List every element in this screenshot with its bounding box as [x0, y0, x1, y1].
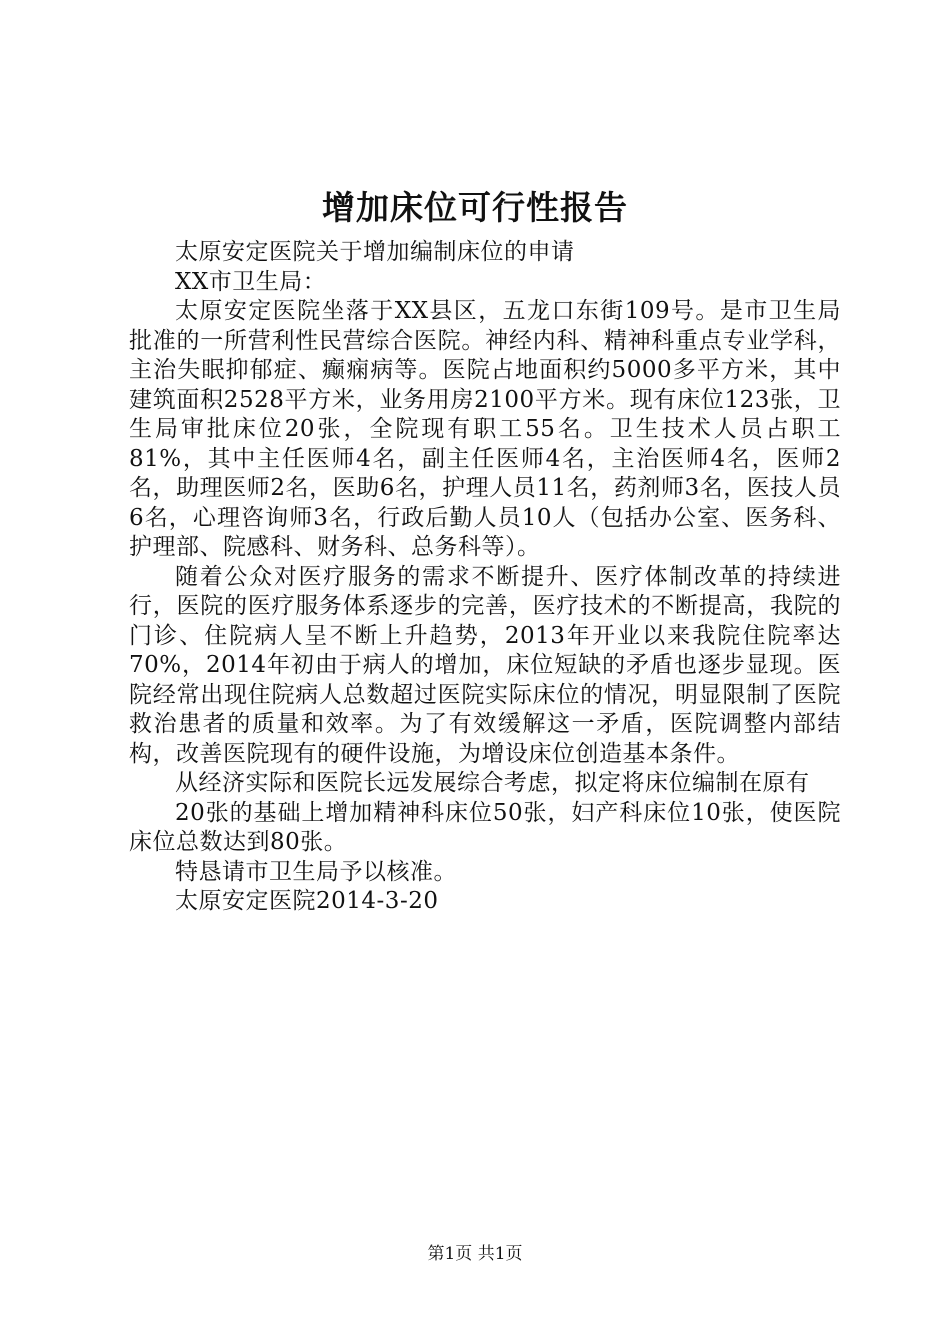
document-body [129, 238, 841, 917]
signature-date: 太原安定医院2014-3-20 [175, 888, 439, 914]
paragraph-proposal-detail: 20张的基础上增加精神科床位50张，妇产科床位10张，使医院床位总数达到80张。 [129, 799, 841, 855]
document-title: 增加床位可行性报告 [322, 188, 628, 227]
application-heading: 太原安定医院关于增加编制床位的申请 [175, 239, 575, 265]
paragraph-proposal-start: 从经济实际和医院长远发展综合考虑，拟定将床位编制在原有 [175, 770, 810, 796]
addressee: XX市卫生局： [175, 268, 327, 295]
page-footer: 第1页 共1页 [427, 1244, 523, 1264]
paragraph-hospital-intro: 太原安定医院坐落于XX县区，五龙口东街109号。是市卫生局批准的一所营利性民营综合医院。神经内科、精神科重点专业学科，主治失眠抑郁症、癫痫病等。医院占地面积约5000多平方米，其中建筑面积2528平方米，业务用房2100平方米。现有床位123张，卫生局审批床位20张，全院现有职工55名。卫生技术人员占职工81%，其中主任医师4名，副主任医师4名，主治医师4名，医师2名，助理医师2名，医助6名，护理人员11名，药剂师3名，医技人员6名，心理咨询师3名，行政后勤人员10人（包括办公室、医务科、护理部、院感科、财务科、总务科等）。 [129, 298, 841, 560]
paragraph-background: 随着公众对医疗服务的需求不断提升、医疗体制改革的持续进行，医院的医疗服务体系逐步的完善，医疗技术的不断提高，我院的门诊、住院病人呈不断上升趋势，2013年开业以来我院住院率达70%，2014年初由于病人的增加，床位短缺的矛盾也逐步显现。医院经常出现住院病人总数超过医院实际床位的情况，明显限制了医院救治患者的质量和效率。为了有效缓解这一矛盾，医院调整内部结构，改善医院现有的硬件设施，为增设床位创造基本条件。 [129, 563, 841, 767]
paragraph-request: 特恳请市卫生局予以核准。 [175, 858, 457, 885]
